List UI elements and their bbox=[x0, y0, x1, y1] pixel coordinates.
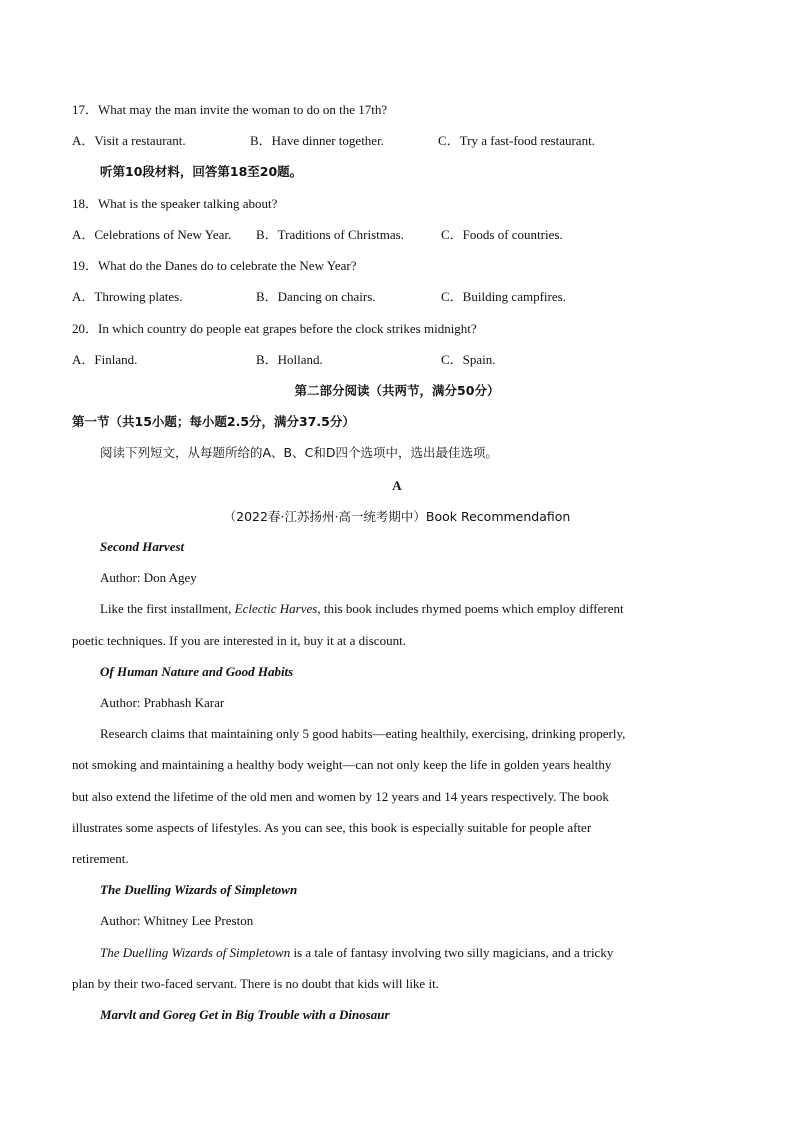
book-description-line: not smoking and maintaining a healthy body weight—can not only keep the life in golden years healthy bbox=[72, 757, 612, 772]
book-description-line: retirement. bbox=[72, 851, 129, 866]
book-description-line: but also extend the lifetime of the old men and women by 12 years and 14 years respectively. The book bbox=[72, 789, 609, 804]
option-a: A．Throwing plates. bbox=[72, 289, 183, 304]
book-author: Author: Prabhash Karar bbox=[100, 695, 225, 710]
reading-instruction: 阅读下列短文，从每题所给的A、B、C和D四个选项中，选出最佳选项。 bbox=[100, 445, 498, 460]
option-a: A．Celebrations of New Year. bbox=[72, 227, 232, 242]
book-author: Author: Whitney Lee Preston bbox=[100, 913, 254, 928]
listening-section-10-heading: 听第10段材料，回答第18至20题。 bbox=[100, 164, 303, 179]
question-17: 17．What may the man invite the woman to do on the 17th? bbox=[72, 102, 388, 117]
question-19: 19．What do the Danes do to celebrate the New Year? bbox=[72, 258, 357, 273]
option-b: B．Holland. bbox=[256, 352, 323, 367]
book-description-line bbox=[100, 944, 613, 962]
question-20-options bbox=[72, 351, 722, 369]
book-reference: Eclectic Harves bbox=[234, 601, 318, 616]
passage-source: （2022春·江苏扬州·高一统考期中）Book Recommendafion bbox=[223, 509, 571, 524]
text-run: Like the first installment, bbox=[100, 601, 235, 616]
question-18-options bbox=[72, 226, 722, 244]
question-17-options bbox=[72, 132, 722, 150]
book-author: Author: Don Agey bbox=[100, 570, 197, 585]
option-b: B．Dancing on chairs. bbox=[256, 289, 376, 304]
reading-section-title: 第一节（共15小题；每小题2.5分，满分37.5分） bbox=[72, 414, 355, 429]
text-run: , this book includes rhymed poems which employ different bbox=[317, 601, 624, 616]
option-c: C．Foods of countries. bbox=[441, 227, 563, 242]
book-description-line: Research claims that maintaining only 5 good habits—eating healthily, exercising, drinking properly, bbox=[100, 726, 626, 741]
text-run: is a tale of fantasy involving two silly magicians, and a tricky bbox=[290, 945, 614, 960]
reading-part-title: 第二部分阅读（共两节，满分50分） bbox=[294, 383, 500, 398]
option-c: C．Building campfires. bbox=[441, 289, 566, 304]
book-reference: The Duelling Wizards of Simpletown bbox=[100, 945, 291, 960]
question-19-options bbox=[72, 288, 722, 306]
question-18: 18．What is the speaker talking about? bbox=[72, 196, 278, 211]
option-b: B．Traditions of Christmas. bbox=[256, 227, 404, 242]
book-description-line bbox=[100, 600, 624, 618]
option-c: C．Spain. bbox=[441, 352, 496, 367]
book-description-line: illustrates some aspects of lifestyles. As you can see, this book is especially suitable for people after bbox=[72, 820, 592, 835]
option-c: C．Try a fast-food restaurant. bbox=[438, 133, 595, 148]
book-title: Of Human Nature and Good Habits bbox=[100, 664, 294, 679]
book-title: The Duelling Wizards of Simpletown bbox=[100, 882, 298, 897]
book-description-line: poetic techniques. If you are interested in it, buy it at a discount. bbox=[72, 633, 406, 648]
book-title: Marvlt and Goreg Get in Big Trouble with a Dinosaur bbox=[100, 1007, 390, 1022]
option-a: A．Finland. bbox=[72, 352, 138, 367]
option-b: B．Have dinner together. bbox=[250, 133, 384, 148]
question-20: 20．In which country do people eat grapes before the clock strikes midnight? bbox=[72, 321, 477, 336]
book-title: Second Harvest bbox=[100, 539, 185, 554]
passage-letter: A bbox=[392, 478, 402, 493]
book-description-line: plan by their two-faced servant. There is no doubt that kids will like it. bbox=[72, 976, 439, 991]
option-a: A．Visit a restaurant. bbox=[72, 133, 186, 148]
